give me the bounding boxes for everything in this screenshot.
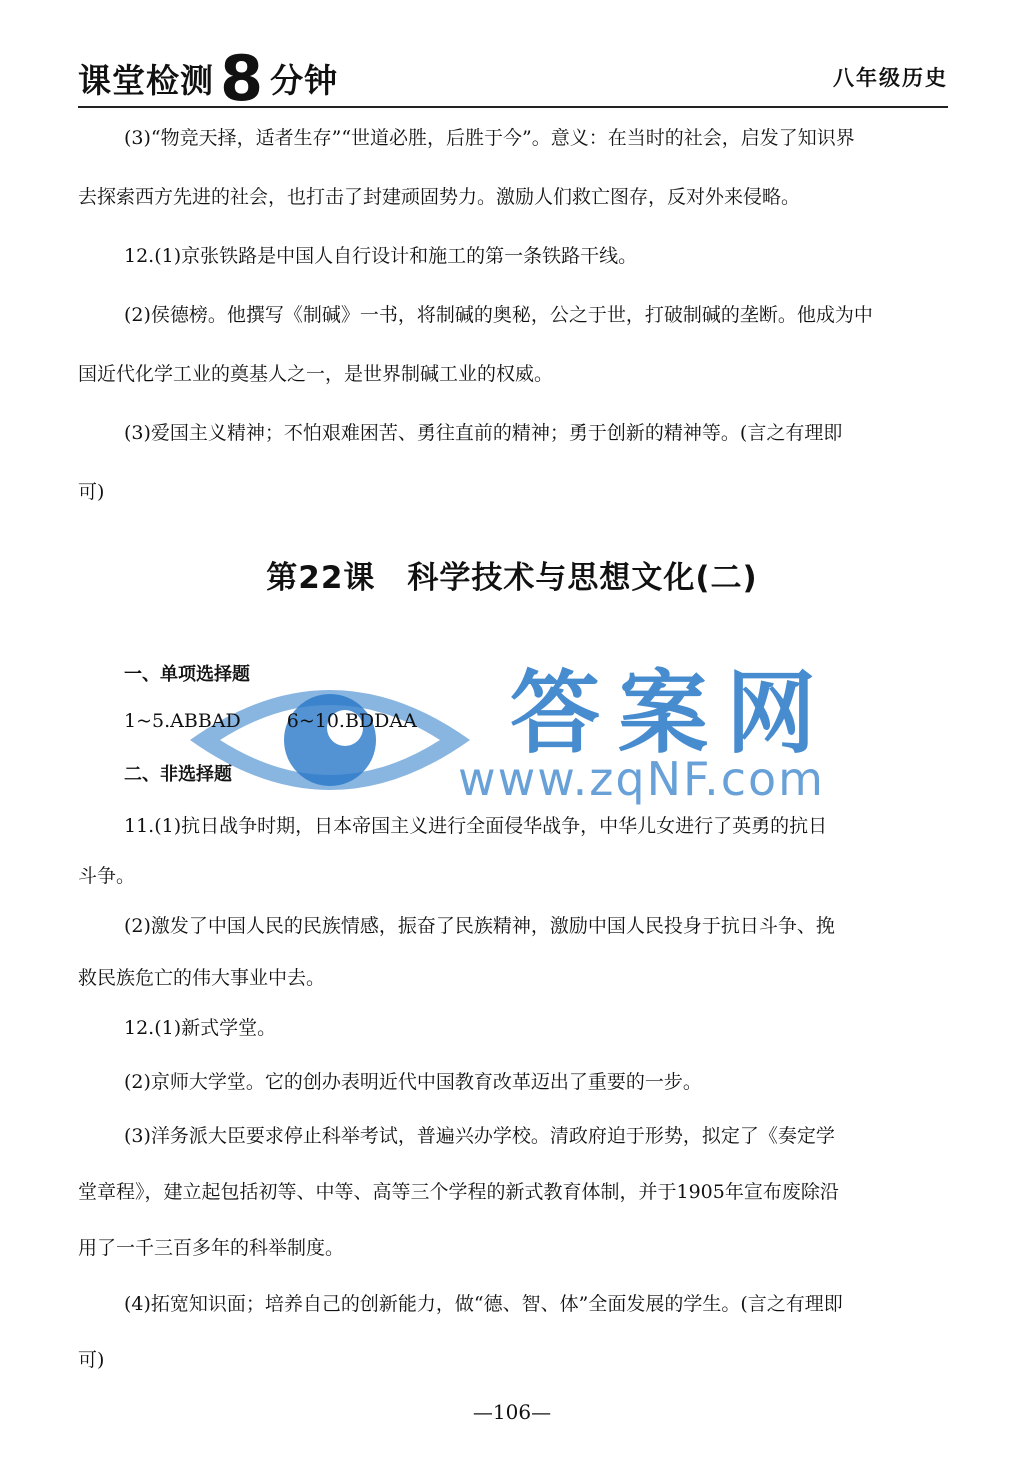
section-heading: 一、单项选择题 (124, 664, 250, 685)
answer-line: (2)侯德榜。他撰写《制碱》一书，将制碱的奥秘，公之于世，打破制碱的垄断。他成为中 (124, 304, 873, 326)
answer-line: 12.(1)新式学堂。 (124, 1017, 277, 1039)
answer-line: 可) (78, 1349, 105, 1371)
answer-line: 可) (78, 481, 105, 503)
book-title-post: 分钟 (270, 61, 339, 100)
book-title-pre: 课堂检测 (78, 61, 214, 100)
watermark-text: 答案网 (510, 661, 834, 766)
answer-line: 救民族危亡的伟大事业中去。 (78, 967, 326, 989)
answer-line: (3)洋务派大臣要求停止科举考试，普遍兴办学校。清政府迫于形势，拟定了《奏定学 (124, 1125, 835, 1147)
grade-subject: 八年级历史 (833, 66, 948, 90)
answer-line: 斗争。 (78, 865, 136, 887)
answer-line: 11.(1)抗日战争时期，日本帝国主义进行全面侵华战争，中华儿女进行了英勇的抗日 (124, 815, 828, 837)
page-number: —106— (472, 1400, 552, 1424)
watermark-url: www.zqNF.com (458, 752, 825, 806)
answer-line: 国近代化学工业的奠基人之一，是世界制碱工业的权威。 (78, 363, 554, 385)
answer-line: 12.(1)京张铁路是中国人自行设计和施工的第一条铁路干线。 (124, 245, 638, 267)
lesson-title: 第22课 科学技术与思想文化(二) (266, 560, 758, 596)
answer-line: (2)激发了中国人民的民族情感，振奋了民族精神，激励中国人民投身于抗日斗争、挽 (124, 915, 835, 937)
choice-answers (124, 710, 417, 732)
header-divider (78, 106, 948, 108)
book-title-number: 8 (220, 42, 265, 115)
section-heading: 二、非选择题 (124, 764, 232, 785)
choice-answers-6-10: 6~10.BDDAA (286, 710, 417, 732)
book-title (78, 42, 338, 115)
choice-answers-1-5: 1~5.ABBAD (124, 710, 241, 732)
answer-line: (3)“物竞天择，适者生存”“世道必胜，后胜于今”。意义：在当时的社会，启发了知识界 (124, 127, 855, 149)
page-header (78, 28, 948, 115)
answer-line: (3)爱国主义精神；不怕艰难困苦、勇往直前的精神；勇于创新的精神等。(言之有理即 (124, 422, 843, 444)
answer-line: 堂章程》，建立起包括初等、中等、高等三个学程的新式教育体制，并于1905年宣布废除沿 (78, 1181, 839, 1203)
answer-line: (4)拓宽知识面；培养自己的创新能力，做“德、智、体”全面发展的学生。(言之有理即 (124, 1293, 843, 1315)
answer-line: (2)京师大学堂。它的创办表明近代中国教育改革迈出了重要的一步。 (124, 1071, 702, 1093)
answer-line: 用了一千三百多年的科举制度。 (78, 1237, 345, 1259)
answer-line: 去探索西方先进的社会，也打击了封建顽固势力。激励人们救亡图存，反对外来侵略。 (78, 186, 801, 208)
watermark-logo (180, 640, 880, 840)
